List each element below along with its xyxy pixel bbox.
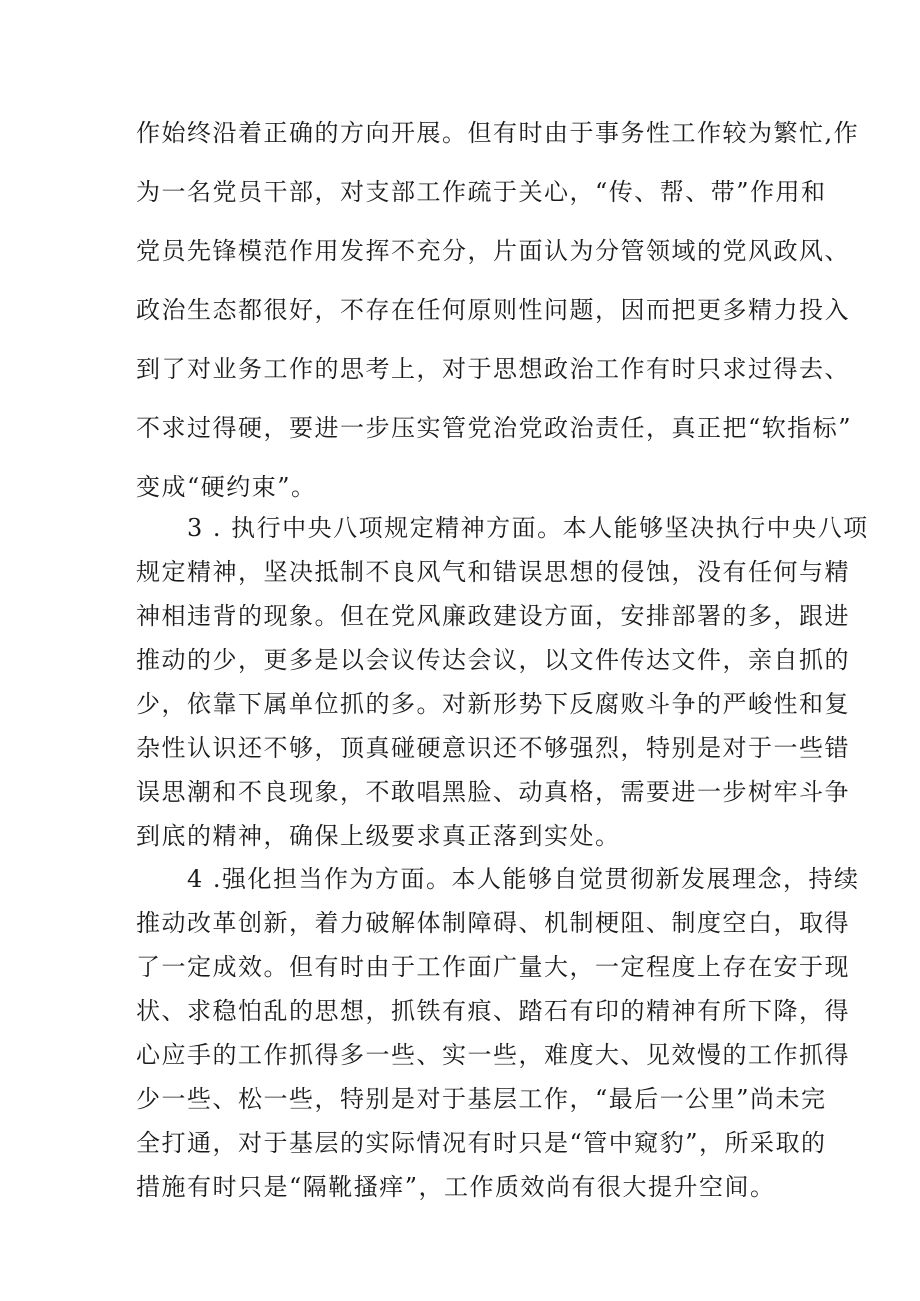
text-line: 推动改革创新，着力破解体制障碍、机制梗阻、制度空白，取得 bbox=[136, 909, 850, 937]
text-line: 到了对业务工作的思考上，对于思想政治工作有时只求过得去、 bbox=[136, 355, 850, 383]
text-line: 误思潮和不良现象，不敢唱黑脸、动真格，需要进一步树牢斗争 bbox=[136, 778, 850, 806]
text-line: 为一名党员干部，对支部工作疏于关心，“传、帮、带”作用和 bbox=[136, 178, 827, 206]
paragraph-continuation bbox=[136, 104, 860, 517]
text-line: 全打通，对于基层的实际情况有时只是“管中窥豹”，所采取的 bbox=[136, 1129, 827, 1157]
text-line: 到底的精神，确保上级要求真正落到实处。 bbox=[136, 822, 621, 850]
text-line: 少一些、松一些，特别是对于基层工作，“最后一公里”尚未完 bbox=[136, 1085, 827, 1113]
text-line: 3 . 执行中央八项规定精神方面。本人能够坚决执行中央八项 bbox=[136, 514, 869, 542]
text-line: 党员先锋模范作用发挥不充分，片面认为分管领域的党风政风、 bbox=[136, 237, 850, 265]
text-line: 少，依靠下属单位抓的多。对新形势下反腐败斗争的严峻性和复 bbox=[136, 690, 850, 718]
paragraph-item-3 bbox=[136, 506, 869, 858]
text-line: 杂性认识还不够，顶真碰硬意识还不够强烈，特别是对于一些错 bbox=[136, 734, 850, 762]
text-line: 作始终沿着正确的方向开展。但有时由于事务性工作较为繁忙,作 bbox=[136, 119, 860, 147]
paragraph-item-4 bbox=[136, 857, 860, 1209]
text-line: 心应手的工作抓得多一些、实一些，难度大、见效慢的工作抓得 bbox=[136, 1041, 850, 1069]
text-line: 变成“硬约束”。 bbox=[136, 473, 317, 501]
text-line: 神相违背的现象。但在党风廉政建设方面，安排部署的多，跟进 bbox=[136, 602, 850, 630]
text-line: 推动的少，更多是以会议传达会议，以文件传达文件，亲自抓的 bbox=[136, 646, 850, 674]
text-line: 了一定成效。但有时由于工作面广量大，一定程度上存在安于现 bbox=[136, 953, 850, 981]
text-line: 不求过得硬，要进一步压实管党治党政治责任，真正把“软指标” bbox=[136, 414, 853, 442]
text-line: 规定精神，坚决抵制不良风气和错误思想的侵蚀，没有任何与精 bbox=[136, 558, 850, 586]
text-line: 政治生态都很好，不存在任何原则性问题，因而把更多精力投入 bbox=[136, 296, 850, 324]
text-line: 状、求稳怕乱的思想，抓铁有痕、踏石有印的精神有所下降，得 bbox=[136, 997, 850, 1025]
text-line: 4 .强化担当作为方面。本人能够自觉贯彻新发展理念，持续 bbox=[136, 865, 860, 893]
text-line: 措施有时只是“隔靴搔痒”，工作质效尚有很大提升空间。 bbox=[136, 1173, 776, 1201]
